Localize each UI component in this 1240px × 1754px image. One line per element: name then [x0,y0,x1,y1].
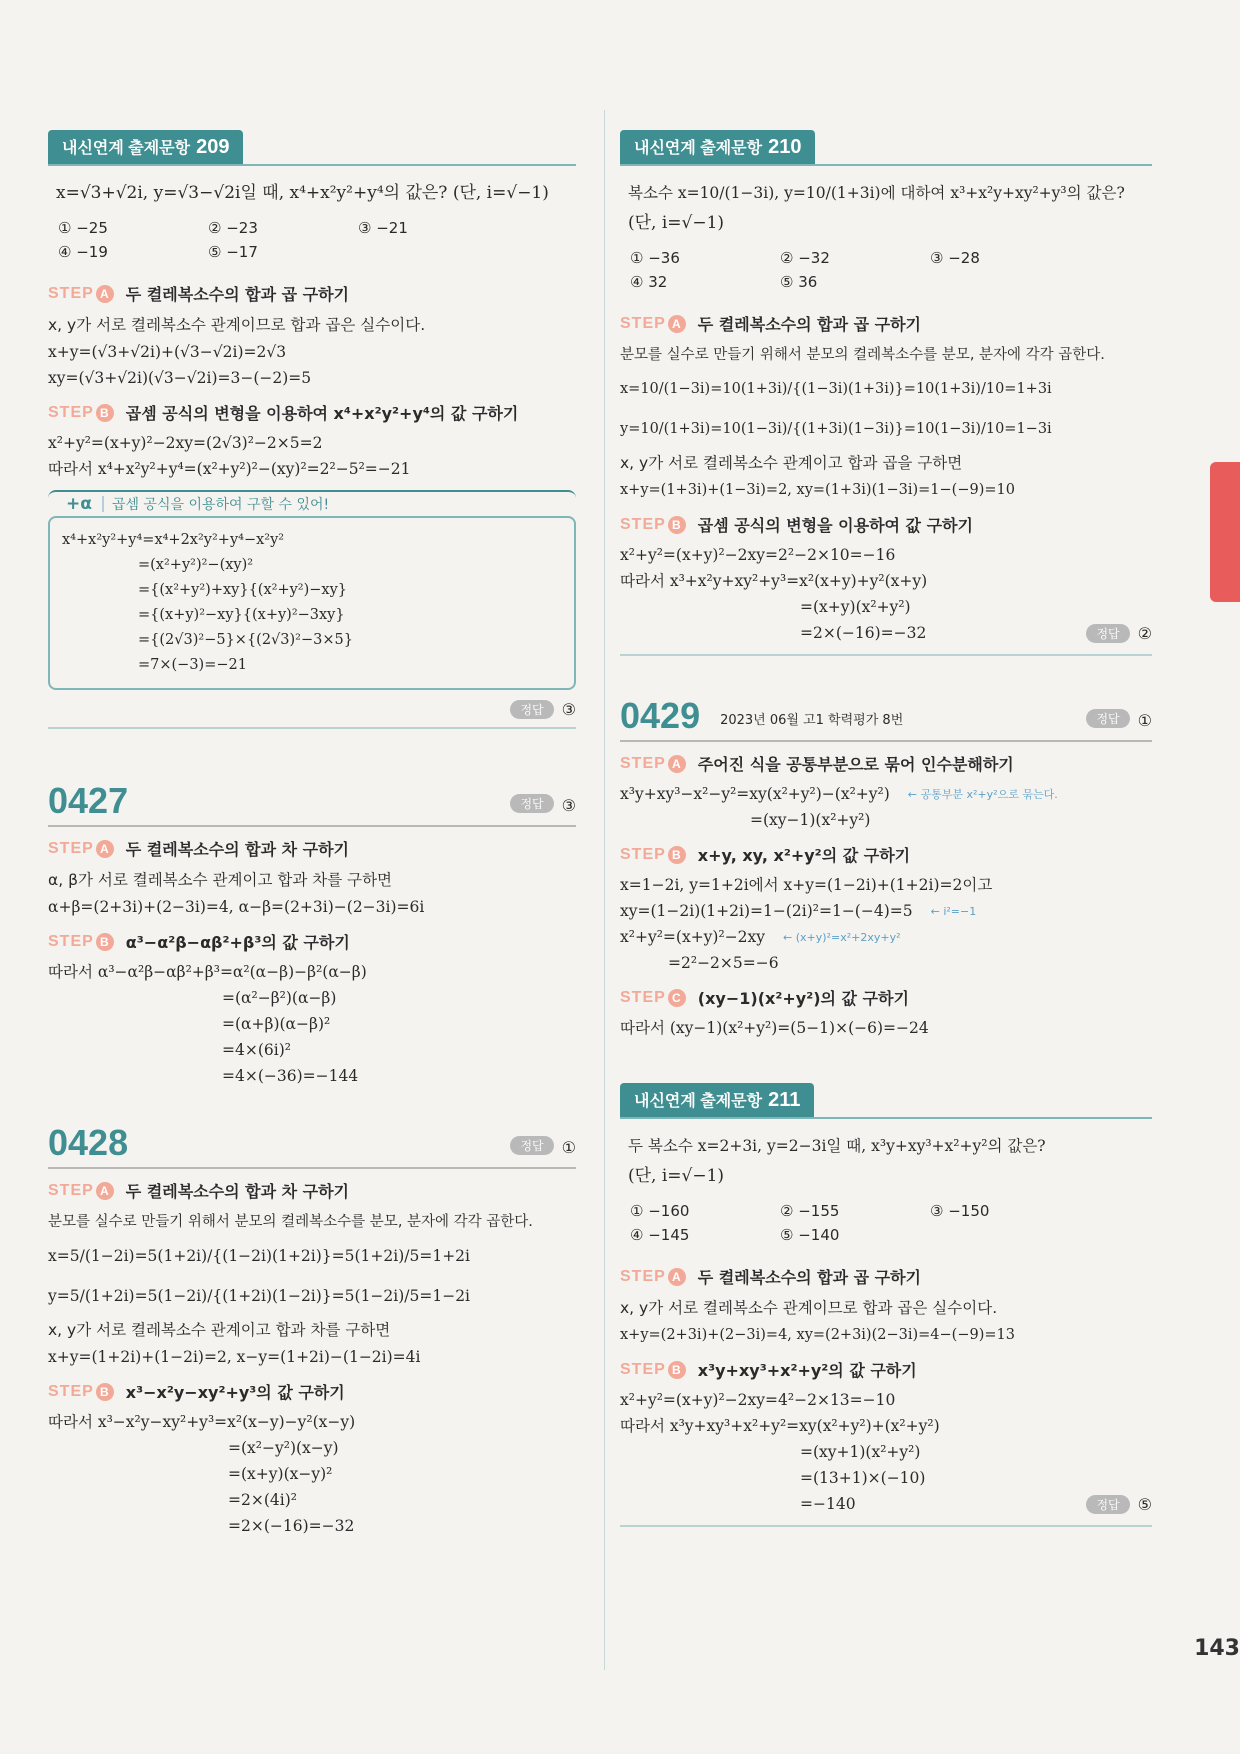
step-letter: A [668,1268,686,1286]
chapter-tab [1210,462,1240,602]
step-letter: B [96,404,114,422]
answer-badge: 정답 [1086,624,1129,643]
problem-header-0429 [620,696,1152,742]
side-note: ← (x+y)²=x²+2xy+y² [783,930,901,944]
answer-value: ① [1137,711,1152,730]
solution-line: x=1−2i, y=1+2i에서 x+y=(1−2i)+(1+2i)=2이고 [620,876,993,894]
step-letter: B [96,933,114,951]
solution-line: x, y가 서로 켤레복소수 관계이고 합과 곱을 구하면 [620,454,963,472]
solution-line: x²+y²=(x+y)²−2xy=2²−2×10=−16 [620,546,896,564]
solution-line: =(x²−y²)(x−y) [228,1439,339,1457]
solution-line: =2×(−16)=−32 [228,1517,355,1535]
step-a-heading [48,837,576,860]
plus-alpha-icon: +α [66,494,92,514]
step-a-heading [48,1179,576,1202]
solution-line: x=10/(1−3i)=10(1+3i)/{(1−3i)(1+3i)}=10(1+3i)/10=1+3i [620,381,1052,397]
choice: ② −155 [780,1202,840,1220]
step-badge: STEP [620,754,666,772]
answer-badge: 정답 [510,700,553,719]
step-title: 두 켤레복소수의 합과 차 구하기 [125,840,350,859]
solution-line: x+y=(1+3i)+(1−3i)=2, xy=(1+3i)(1−3i)=1−(−9)=10 [620,482,1015,498]
problem-number: 0429 [620,695,701,736]
step-badge: STEP [620,1267,666,1285]
solution-line: α+β=(2+3i)+(2−3i)=4, α−β=(2+3i)−(2−3i)=6i [48,898,425,916]
solution-line: x²+y²=(x+y)²−2xy [620,928,766,946]
solution-line: 따라서 α³−α²β−αβ²+β³=α²(α−β)−β²(α−β) [48,963,367,981]
naesin-number: 210 [768,136,802,158]
naesin-label: 내신연계 출제문항 [634,140,763,157]
choice: ① −25 [58,219,108,237]
question-209: x=√3+√2i, y=√3−√2i일 때, x⁴+x²y²+y⁴의 값은? (단, i=√−1) [56,183,549,203]
solution-line: x=5/(1−2i)=5(1+2i)/{(1−2i)(1+2i)}=5(1+2i)/5=1+2i [48,1247,471,1265]
naesin-header-209 [48,130,576,166]
step-badge: STEP [48,1181,94,1199]
answer-210 [1086,620,1152,646]
step-badge: STEP [48,284,94,302]
problem-number: 0427 [48,780,129,821]
solution-line: x²+y²=(x+y)²−2xy=(2√3)²−2×5=2 [48,434,323,452]
left-column [48,130,576,1539]
tip-line: x⁴+x²y²+y⁴=x⁴+2x²y²+y⁴−x²y² [62,532,285,548]
solution-line: x, y가 서로 켤레복소수 관계이므로 합과 곱은 실수이다. [620,1299,998,1317]
step-badge: STEP [48,1382,94,1400]
solution-line: x²+y²=(x+y)²−2xy=4²−2×13=−10 [620,1391,896,1409]
problem-header-0428 [48,1123,576,1169]
choice: ② −32 [780,249,830,267]
tip-line: ={(x+y)²−xy}{(x+y)²−3xy} [138,607,345,623]
step-title: 두 켤레복소수의 합과 곱 구하기 [697,1268,922,1287]
solution-line: =(13+1)×(−10) [800,1469,926,1487]
answer-badge: 정답 [510,794,553,813]
solution-line: α, β가 서로 켤레복소수 관계이고 합과 차를 구하면 [48,871,393,889]
solution-line: x³y+xy³−x²−y²=xy(x²+y²)−(x²+y²) [620,785,890,803]
page-number: 143 [1194,1636,1240,1661]
solution-line: x, y가 서로 켤레복소수 관계이고 합과 차를 구하면 [48,1321,391,1339]
step-badge: STEP [48,932,94,950]
right-column [620,130,1152,1547]
choice: ③ −28 [930,249,980,267]
solution-line: =2²−2×5=−6 [668,954,779,972]
answer-badge: 정답 [1086,1495,1129,1514]
answer-value: ③ [561,700,576,719]
tip-box [48,490,576,690]
step-letter: B [668,516,686,534]
choice: ② −23 [208,219,258,237]
step-letter: C [668,989,686,1007]
solution-line: =−140 [800,1495,856,1513]
step-b-heading [620,513,1152,536]
solution-line: =(α+β)(α−β)² [222,1015,331,1033]
step-title: x³−x²y−xy²+y³의 값 구하기 [125,1383,345,1402]
question-211: 두 복소수 x=2+3i, y=2−3i일 때, x³y+xy³+x²+y²의 값은? [628,1137,1046,1155]
step-title: x³y+xy³+x²+y²의 값 구하기 [697,1361,917,1380]
step-title: 주어진 식을 공통부분으로 묶어 인수분해하기 [697,755,1014,774]
side-note: ← 공통부분 x²+y²으로 묶는다. [907,788,1058,801]
step-letter: A [668,315,686,333]
solution-line: y=5/(1+2i)=5(1−2i)/{(1+2i)(1−2i)}=5(1−2i)/5=1−2i [48,1287,471,1305]
tip-line: =(x²+y²)²−(xy)² [138,557,254,573]
step-a-heading [620,752,1152,775]
solution-line: 분모를 실수로 만들기 위해서 분모의 켤레복소수를 분모, 분자에 각각 곱한다. [48,1214,533,1230]
question-211-note: (단, i=√−1) [628,1166,725,1186]
step-a-heading [620,1265,1152,1288]
choice: ⑤ −140 [780,1226,840,1244]
step-b-heading [48,1380,576,1403]
answer-211 [1086,1491,1152,1517]
side-note: ← i²=−1 [930,904,977,918]
naesin-label: 내신연계 출제문항 [62,140,191,157]
solution-line: x+y=(1+2i)+(1−2i)=2, x−y=(1+2i)−(1−2i)=4i [48,1348,421,1366]
step-title: 곱셈 공식의 변형을 이용하여 x⁴+x²y²+y⁴의 값 구하기 [125,404,519,423]
problem-source: 2023년 06월 고1 학력평가 8번 [720,713,904,728]
step-b-heading [48,401,576,424]
naesin-header-210 [620,130,1152,166]
step-badge: STEP [48,403,94,421]
step-letter: A [96,840,114,858]
step-title: α³−α²β−αβ²+β³의 값 구하기 [125,933,350,952]
step-letter: B [96,1383,114,1401]
step-b-heading [48,930,576,953]
step-badge: STEP [620,1360,666,1378]
step-a-heading [48,282,576,305]
problem-header-0427 [48,781,576,827]
column-divider [604,110,605,1670]
solution-line: =(x+y)(x−y)² [228,1465,333,1483]
solution-line: xy=(1−2i)(1+2i)=1−(2i)²=1−(−4)=5 [620,902,913,920]
step-title: 두 켤레복소수의 합과 곱 구하기 [697,315,922,334]
problem-number: 0428 [48,1122,129,1163]
step-title: 두 켤레복소수의 합과 차 구하기 [125,1182,350,1201]
step-title: (xy−1)(x²+y²)의 값 구하기 [697,989,909,1008]
choice: ④ −145 [630,1226,690,1244]
answer-value: ③ [561,796,576,815]
question-210-note: (단, i=√−1) [628,213,725,233]
answer-badge: 정답 [1086,709,1129,728]
solution-line: 따라서 x³+x²y+xy²+y³=x²(x+y)+y²(x+y) [620,572,928,590]
step-a-heading [620,312,1152,335]
answer-value: ① [561,1138,576,1157]
choices-209 [48,216,576,264]
solution-line: y=10/(1+3i)=10(1−3i)/{(1+3i)(1−3i)}=10(1−3i)/10=1−3i [620,421,1052,437]
solution-line: =(α²−β²)(α−β) [222,989,337,1007]
step-letter: A [96,285,114,303]
solution-line: 따라서 x³−x²y−xy²+y³=x²(x−y)−y²(x−y) [48,1413,356,1431]
step-badge: STEP [620,845,666,863]
step-c-heading [620,986,1152,1009]
solution-line: 분모를 실수로 만들기 위해서 분모의 켤레복소수를 분모, 분자에 각각 곱한다. [620,347,1105,363]
step-b-heading [620,1358,1152,1381]
step-badge: STEP [620,988,666,1006]
naesin-number: 209 [196,136,230,158]
choice: ① −36 [630,249,680,267]
choices-211 [620,1199,1152,1247]
answer-value: ⑤ [1137,1494,1152,1514]
answer-209 [48,700,576,719]
step-letter: B [668,846,686,864]
question-210: 복소수 x=10/(1−3i), y=10/(1+3i)에 대하여 x³+x²y+xy²+y³의 값은? [628,184,1125,202]
solution-line: 따라서 x⁴+x²y²+y⁴=(x²+y²)²−(xy)²=2²−5²=−21 [48,460,411,478]
solution-line: =(xy−1)(x²+y²) [750,811,871,829]
choice: ⑤ 36 [780,273,818,291]
solution-line: =2×(−16)=−32 [800,624,927,642]
solution-line: x+y=(2+3i)+(2−3i)=4, xy=(2+3i)(2−3i)=4−(−9)=13 [620,1327,1015,1343]
solution-line: =(xy+1)(x²+y²) [800,1443,921,1461]
tip-title: 곱셈 공식을 이용하여 구할 수 있어! [111,497,330,513]
choice: ④ −19 [58,243,108,261]
step-title: 두 켤레복소수의 합과 곱 구하기 [125,285,350,304]
solution-line: =2×(4i)² [228,1491,297,1509]
choice: ③ −21 [358,219,408,237]
step-badge: STEP [620,515,666,533]
solution-line: =4×(6i)² [222,1041,291,1059]
choice: ③ −150 [930,1202,990,1220]
choices-210 [620,246,1152,294]
solution-line: 따라서 x³y+xy³+x²+y²=xy(x²+y²)+(x²+y²) [620,1417,940,1435]
naesin-number: 211 [768,1089,801,1111]
step-title: x+y, xy, x²+y²의 값 구하기 [697,846,911,865]
answer-badge: 정답 [510,1136,553,1155]
answer-value: ② [1137,623,1152,643]
tip-line: =7×(−3)=−21 [138,657,247,673]
choice: ④ 32 [630,273,668,291]
tip-line: ={(2√3)²−5}×{(2√3)²−3×5} [138,632,353,648]
step-letter: B [668,1361,686,1379]
choice: ⑤ −17 [208,243,258,261]
choice: ① −160 [630,1202,690,1220]
solution-line: =(x+y)(x²+y²) [800,598,911,616]
naesin-label: 내신연계 출제문항 [634,1093,763,1110]
step-letter: A [96,1182,114,1200]
solution-line: x+y=(√3+√2i)+(√3−√2i)=2√3 [48,343,287,361]
step-title: 곱셈 공식의 변형을 이용하여 값 구하기 [697,516,973,535]
solution-line: x, y가 서로 켤레복소수 관계이므로 합과 곱은 실수이다. [48,316,426,334]
step-badge: STEP [48,839,94,857]
step-b-heading [620,843,1152,866]
solution-line: xy=(√3+√2i)(√3−√2i)=3−(−2)=5 [48,369,312,387]
step-letter: A [668,755,686,773]
solution-line: =4×(−36)=−144 [222,1067,359,1085]
tip-line: ={(x²+y²)+xy}{(x²+y²)−xy} [138,582,348,598]
solution-line: 따라서 (xy−1)(x²+y²)=(5−1)×(−6)=−24 [620,1019,929,1037]
step-badge: STEP [620,314,666,332]
naesin-header-211 [620,1083,1152,1119]
